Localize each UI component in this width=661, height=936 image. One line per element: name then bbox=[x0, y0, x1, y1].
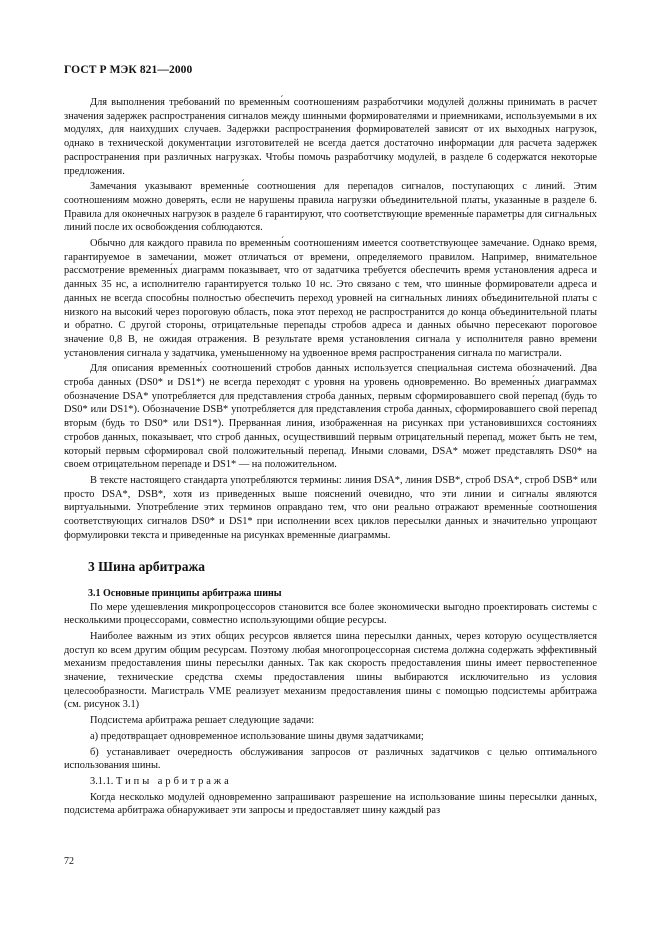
page-body bbox=[64, 96, 597, 820]
paragraph: Для выполнения требований по временны́м соотношениям разработчики модулей должны принимать в расчет значения задержек распространения сигналов между шинными формирователями и приемниками, используемыми в их модулях, для наихудших случаев. Задержки распространения формирователей зависят от их выходных нагрузок, однако в технической документации изготовителей не всегда дается достаточно информации для расчета задержек распространения при различных нагрузках. Чтобы помочь разработчику модулей, в разделе 6 содержатся некоторые предложения. bbox=[64, 97, 597, 177]
paragraph: Обычно для каждого правила по временны́м соотношениям имеется соответствующее замечание. Однако время, гарантируемое в замечании, может отличаться от времени, определяемого правилом. Например, внимательное рассмотрение временны́х диаграмм показывает, что от задатчика требуется обеспечить время установления адреса и данных 35 нс, а исполнителю гарантируется только 10 нс. Это связано с тем, что шинные формирователи адреса и данных не всегда способны полностью обеспечить переход уровней на сигнальных линиях объединительной платы с низкого на высокий через пороговую область, пока этот переход не распространится до конца объединительной платы и обратно. С другой стороны, отрицательные перепады стробов адреса и данных обычно пересекают пороговое значение 0,8 В, не ожидая отражения. В результате время установления сигнала у исполнителя равно времени установления сигнала у задатчика, уменьшенному на удвоенное время распространения сигнала по магистрали. bbox=[64, 238, 597, 359]
paragraph: По мере удешевления микропроцессоров становится все более экономически выгодно проектировать системы с несколькими процессорами, совместно использующими общие ресурсы. bbox=[64, 601, 597, 627]
paragraph: Замечания указывают временны́е соотношения для перепадов сигналов, поступающих с линий. Этим соотношениям можно доверять, если не нарушены правила нагрузки объединительной платы, указанные в разделе 6. Правила для оконечных нагрузок в разделе 6 гарантируют, что соответствующие временны́е параметры для сигнальных линий после их освобождения соблюдаются. bbox=[64, 181, 597, 234]
page-header: ГОСТ Р МЭК 821—2000 bbox=[64, 64, 193, 76]
paragraph: Когда несколько модулей одновременно запрашивают разрешение на использование шины пересылки данных, подсистема арбитража обнаруживает эти запросы и предоставляет шину каждый раз bbox=[64, 791, 597, 817]
list-item: а) предотвращает одновременное использование шины двумя задатчиками; bbox=[90, 730, 424, 742]
subsubsection-title: Типы арбитража bbox=[116, 775, 232, 787]
paragraph: Наиболее важным из этих общих ресурсов является шина пересылки данных, через которую осуществляется доступ ко всем другим общим ресурсам. Поэтому любая многопроцессорная система должна содержать эффективный механизм предоставления шины пересылки данных. Так как скорость предоставления шины имеет первостепенное значение, технические средства схемы предоставления шины выбираются исключительно из условия целесообразности. Магистраль VME реализует механизм предоставления шины с помощью подсистемы арбитража (см. рисунок 3.1) bbox=[64, 630, 597, 711]
paragraph: Для описания временны́х соотношений стробов данных используется специальная система обозначений. Два строба данных (DS0* и DS1*) не всегда переходят с уровня на уровень одновременно. Во временны́х диаграммах обозначение DSA* употребляется для представления строба данных, первым сформировавшего свой перепад (будь то DS0* или DS1*). Обозначение DSB* употребляется для представления строба данных, сформировавшего свой перепад вторым (будь то DS0* или DS1*). Прерванная линия, изображенная на рисунках при установившихся состояниях стробов данных, показывает, что строб данных, осуществивший первым отрицательный перепад, может быть не тем, который первым сформировал свой положительный перепад. Иными словами, DSA* может представлять DS0* на своем отрицательном перепаде и DS1* — на положительном. bbox=[64, 363, 597, 471]
list-item: б) устанавливает очередность обслуживания запросов от различных задатчиков с целью оптимального использования шины. bbox=[64, 746, 597, 772]
section-heading: 3 Шина арбитража bbox=[88, 558, 206, 574]
paragraph: В тексте настоящего стандарта употребляются термины: линия DSA*, линия DSB*, строб DSA*, строб DSB* или просто DSA*, DSB*, хотя из приведенных выше пояснений очевидно, что эти линии и сигналы являются виртуальными. Употребление этих терминов оправдано тем, что они реально отражают временны́е соотношения соответствующих сигналов DS0* и DS1* при исполнении всех циклов пересылки данных и значительно упрощают формулировки текста и приведенные на рисунках временны́е диаграммы. bbox=[64, 474, 597, 541]
subsection-heading: 3.1 Основные принципы арбитража шины bbox=[88, 587, 282, 599]
paragraph: Подсистема арбитража решает следующие задачи: bbox=[90, 715, 315, 727]
subsubsection-heading bbox=[64, 775, 597, 789]
subsubsection-number: 3.1.1. bbox=[90, 775, 114, 787]
page-number: 72 bbox=[64, 856, 74, 867]
